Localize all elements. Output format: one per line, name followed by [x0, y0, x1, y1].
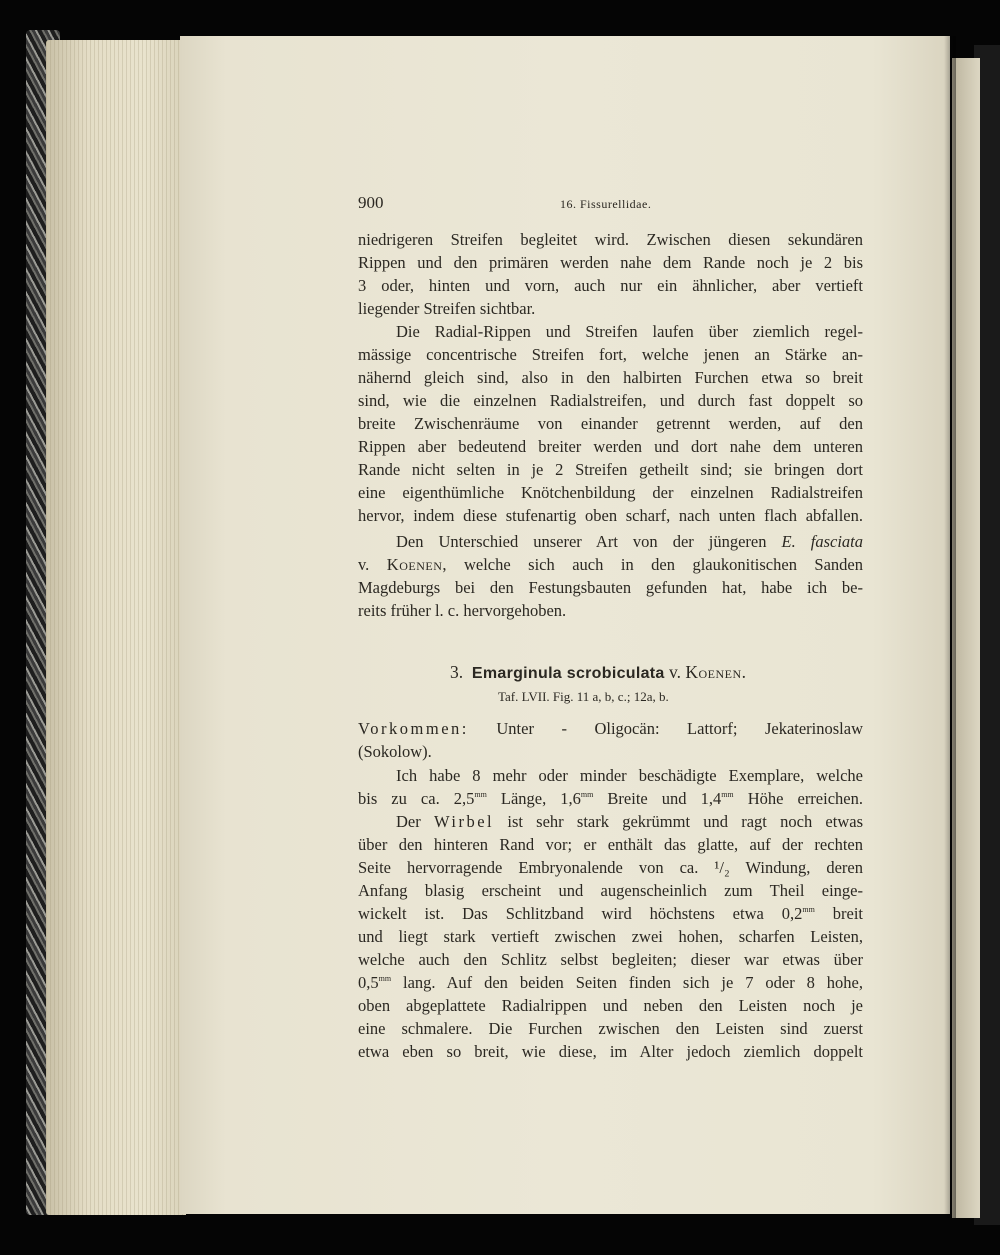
- text-line: sind, wie die einzelnen Radialstreifen, und durch fast doppelt so: [358, 391, 863, 410]
- text-line: welche auch den Schlitz selbst begleiten; dieser war etwas über: [358, 950, 863, 969]
- text-run: Höhe erreichen.: [733, 789, 863, 808]
- author-name: Koenen: [386, 555, 443, 574]
- text-block: [358, 229, 863, 1069]
- text-line: 3 oder, hinten und vorn, auch nur ein ähnlicher, aber vertieft: [358, 276, 863, 295]
- text-line: Anfang blasig erscheint und augenscheinlich zum Theil einge-: [358, 881, 863, 900]
- text-line: [396, 811, 863, 833]
- unit-mm: mm: [474, 790, 487, 799]
- text-line: Die Radial-Rippen und Streifen laufen über ziemlich regel-: [396, 322, 863, 341]
- text-line: [358, 857, 863, 879]
- text-line: eine schmalere. Die Furchen zwischen den Leisten sind zuerst: [358, 1019, 863, 1038]
- text-run: v.: [358, 555, 387, 574]
- text-line: hervor, indem diese stufenartig oben scharf, nach unten flach abfallen.: [358, 506, 863, 525]
- unit-mm: mm: [580, 790, 594, 799]
- page-stack-edge: [46, 40, 186, 1215]
- text-line: Magdeburgs bei den Festungsbauten gefunden hat, habe ich be-: [358, 578, 863, 597]
- text-run: lang. Auf den beiden Seiten finden sich je 7 oder 8 hohe,: [391, 973, 863, 992]
- text-line: reits früher l. c. hervorgehoben.: [358, 601, 567, 620]
- text-line: [358, 972, 863, 994]
- spaced-term: Wirbel: [433, 812, 495, 831]
- text-line: [358, 903, 863, 925]
- text-line: niedrigeren Streifen begleitet wird. Zwischen diesen sekundären: [358, 230, 863, 249]
- unit-mm: mm: [802, 905, 815, 914]
- text-line: [358, 718, 863, 740]
- text-run: Windung, deren: [729, 858, 863, 877]
- species-number: 3.: [450, 662, 464, 682]
- text-run: 0,5: [358, 973, 379, 992]
- text-line: [358, 554, 863, 576]
- text-line: eine eigenthümliche Knötchenbildung der einzelnen Radialstreifen: [358, 483, 863, 502]
- text-run: Länge, 1,6: [486, 789, 581, 808]
- text-line: Rippen aber bedeutend breiter werden und dort nahe dem unteren: [358, 437, 863, 456]
- species-heading: [450, 662, 747, 683]
- text-line: etwa eben so breit, wie diese, im Alter jedoch ziemlich doppelt: [358, 1042, 863, 1061]
- species-author: Koenen.: [685, 662, 747, 682]
- text-run: ist sehr stark gekrümmt und ragt noch etwas: [494, 812, 863, 831]
- text-line: mässige concentrische Streifen fort, welche jenen an Stärke an-: [358, 345, 863, 364]
- text-run: Breite und 1,4: [593, 789, 722, 808]
- text-line: und liegt stark vertieft zwischen zwei hohen, scharfen Leisten,: [358, 927, 863, 946]
- text-run: wickelt ist. Das Schlitzband wird höchstens etwa 0,2: [358, 904, 803, 923]
- text-run: breit: [814, 904, 863, 923]
- text-line: über den hinteren Rand vor; er enthält das glatte, auf der rechten: [358, 835, 863, 854]
- text-line: Rande nicht selten in je 2 Streifen getheilt sind; sie bringen dort: [358, 460, 863, 479]
- text-run: Den Unterschied unserer Art von der jüngeren: [396, 532, 782, 551]
- species-name: Emarginula scrobiculata: [471, 665, 665, 682]
- text-line: [358, 788, 863, 810]
- author-prefix: v.: [669, 662, 681, 682]
- text-line: liegender Streifen sichtbar.: [358, 299, 536, 318]
- page-number: 900: [358, 193, 384, 212]
- text-line: Rippen und den primären werden nahe dem Rande noch je 2 bis: [358, 253, 863, 272]
- text-line: nähernd gleich sind, also in den halbirten Furchen etwa so breit: [358, 368, 863, 387]
- text-run: Seite hervorragende Embryonalende von ca.: [358, 858, 715, 877]
- occurrence-label: Vorkommen:: [358, 719, 469, 738]
- text-line: [396, 531, 863, 553]
- facing-page-edge: [952, 58, 980, 1218]
- species-italic: E. fasciata: [781, 532, 863, 551]
- running-head: 16. Fissurellidae.: [560, 197, 652, 211]
- text-run: bis zu ca. 2,5: [358, 789, 475, 808]
- plate-reference: Taf. LVII. Fig. 11 a, b, c.; 12a, b.: [498, 689, 669, 704]
- unit-mm: mm: [378, 974, 392, 983]
- fraction: ¹/₂: [714, 858, 730, 877]
- text-line: (Sokolow).: [358, 742, 432, 761]
- text-run: Unter - Oligocän: Lattorf; Jekaterinoslaw: [468, 719, 863, 738]
- text-line: oben abgeplattete Radialrippen und neben den Leisten noch je: [358, 996, 863, 1015]
- text-run: , welche sich auch in den glaukonitischen Sanden: [442, 555, 864, 574]
- unit-mm: mm: [721, 790, 734, 799]
- text-run: Der: [396, 812, 434, 831]
- text-line: breite Zwischenräume von einander getrennt werden, auf den: [358, 414, 863, 433]
- text-line: Ich habe 8 mehr oder minder beschädigte Exemplare, welche: [396, 766, 863, 785]
- page-edge-lines: [46, 40, 186, 1215]
- gutter-shadow: [944, 36, 956, 1218]
